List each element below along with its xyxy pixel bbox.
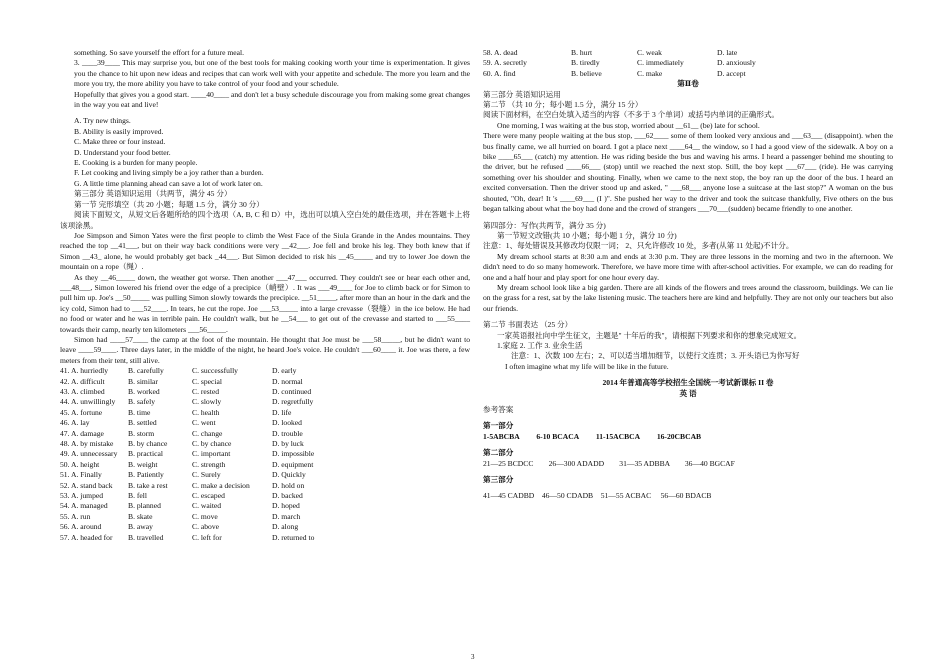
option-item: A. Try new things. — [74, 116, 131, 126]
choice-option: C. health — [192, 407, 220, 417]
choice-option: B. settled — [128, 418, 157, 428]
seven-choice-options — [60, 116, 470, 189]
part4-title: 第四部分：写作(共两节，满分 35 分) — [483, 220, 606, 230]
choice-row — [60, 522, 470, 532]
option-item: D. Understand your food better. — [74, 147, 171, 157]
choice-option: C. by chance — [192, 439, 232, 449]
answer-part3-title: 第三部分 — [483, 475, 514, 485]
cloze-paragraph-3: Simon had ____57____ the camp at the foot of the mountain. He thought that Joe must be ___58_____, but he didn't want to leave ____59____. Three days later, in the middle of the night, he heard Joe's voice. He couldn't ___60____ it. Joe was there, a few meters from their tent, still alive. — [60, 334, 470, 365]
section1-instructions: 阅读下面短文，从短文后各题所给的四个选项（A, B, C 和 D）中，选出可以填入空白处的最佳选项，并在答题卡上将该项涂黑。 — [60, 210, 470, 230]
volume-2-title: 第Ⅱ卷 — [677, 79, 699, 89]
choice-option: 41. A. hurriedly — [60, 366, 109, 376]
choice-row — [483, 69, 893, 79]
choice-option: 58. A. dead — [483, 48, 518, 57]
choice-option: 51. A. Finally — [60, 470, 102, 480]
choice-option: D. equipment — [272, 459, 314, 469]
choice-option: 55. A. run — [60, 511, 91, 521]
cloze-paragraph-2: As they __46_____ down, the weather got worse. Then another ___47___ occurred. They couldn't see or hear each other and, ___48___, Simon lowered his friend over the edge of a precipice（峭壁）. It was ___49____ for Joe to climb back or for Simon to pull him up. Joe's __50_____ was pulling Simon slowly towards the precipice. __51_____, after more than an hour in the dark and the icy cold, Simon had to ___52____. In tears, he cut the rope. Joe ___53_____ into a large crevasse（裂缝）in the ice below. He had no food or water and he was in terrible pain. He couldn't walk, but he __54___ to get out of the crevasse and started to ___55____ towards their camp, nearly ten kilometers ___56_____. — [60, 272, 470, 334]
choice-option: C. successfully — [192, 366, 238, 376]
error-correction-note: 注意：1、每处错误及其修改均仅限一词； 2、只允许修改 10 处，多者(从第 11 处起)不计分。 — [483, 241, 794, 251]
choice-row — [60, 418, 470, 428]
writing-opening-line: I often imagine what my life will be like in the future. — [505, 361, 669, 371]
choice-option: 59. A. secretly — [483, 58, 527, 68]
section1-title: 第一节 完形填空（共 20 小题；每题 1.5 分，满分 30 分） — [74, 199, 264, 209]
choice-option: D. along — [272, 522, 299, 532]
choice-option: B. practical — [128, 449, 163, 459]
answer-key-label: 参考答案 — [483, 405, 514, 414]
choice-option: C. change — [192, 428, 223, 438]
choice-row — [60, 470, 470, 480]
choice-option: C. immediately — [637, 58, 684, 68]
cloze-paragraph-1: Joe Simpson and Simon Yates were the first people to climb the West Face of the Siula Grande in the Andes mountains. They reached the top __41___, but on their way back conditions were very __42___. Joe fell and broke his leg. They both knew that if Simon __43_ alone, he would probably get back _44___. But Simon decided to risk his __45_____ and try to lower Joe down the mountain on a rope（绳）. — [60, 230, 470, 272]
choice-option: B. storm — [128, 428, 155, 438]
choice-option: C. special — [192, 376, 222, 386]
choice-option: D. impossible — [272, 449, 315, 459]
choice-option: D. Quickly — [272, 470, 306, 480]
choice-option: 47. A. damage — [60, 428, 104, 438]
choice-option: C. went — [192, 418, 216, 428]
choice-row — [60, 481, 470, 491]
choice-row — [60, 460, 470, 470]
choice-option: 50. A. height — [60, 459, 100, 469]
choice-row — [60, 408, 470, 418]
choice-option: C. strength — [192, 459, 226, 469]
choice-row — [60, 512, 470, 522]
choice-option: D. looked — [272, 418, 302, 428]
cloze-choices — [60, 366, 470, 543]
choice-option: D. hold on — [272, 480, 305, 490]
choice-option: 52. A. stand back — [60, 480, 113, 490]
choice-row — [60, 377, 470, 387]
choice-option: B. fell — [128, 491, 147, 501]
choice-option: C. escaped — [192, 491, 225, 501]
choice-row — [60, 491, 470, 501]
choice-option: C. waited — [192, 501, 222, 511]
choice-option: 42. A. difficult — [60, 376, 105, 386]
writing-instructions: 一家英语报社向中学生征文，主题是" 十年后的我"，请根据下列要求和你的想象完成短文。 — [497, 330, 802, 340]
choice-option: C. slowly — [192, 397, 222, 407]
page-number: 3 — [471, 653, 475, 661]
choice-row — [60, 449, 470, 459]
choice-option: B. worked — [128, 387, 160, 396]
choice-option: D. trouble — [272, 428, 303, 438]
choice-option: C. above — [192, 522, 219, 532]
choice-option: C. weak — [637, 48, 662, 57]
choice-option: B. similar — [128, 376, 158, 386]
option-item: C. Make three or four instead. — [74, 137, 166, 147]
choice-row — [60, 366, 470, 376]
left-column — [60, 48, 470, 543]
passage-item-3: 3. ____39____ This may surprise you, but one of the best tools for making cooking worth your time is experimentation. It gives you the chance to hit upon new ideas and recipes that can work well with your appetite and schedule. The more you learn and the more you try, the more ability you have to take control of your food and your schedule. — [74, 58, 470, 89]
answer-part1-title: 第一部分 — [483, 421, 514, 431]
choice-option: B. safely — [128, 397, 155, 407]
option-item: E. Cooking is a burden for many people. — [74, 158, 198, 168]
choice-option: D. march — [272, 511, 301, 521]
choice-option: D. continued — [272, 387, 312, 396]
choice-option: B. tiredly — [571, 58, 600, 68]
choice-row — [60, 533, 470, 543]
gap-fill-paragraph-1: One morning, I was waiting at the bus stop, worried about __61__ (be) late for school. — [497, 120, 760, 130]
gap-fill-paragraph-2: There were many people waiting at the bus stop, ___62____ some of them looked very anxious and ___63___ (disappoint). when the bus finally came, we all hurried on board. I got a place next ____64__ the window, so I had a good view of the sidewalk. A boy on a bike ____65___ (catch) my attention. He was riding beside the bus and waving his arms. I heard a passenger behind me shouting to the driver, but he refused ____66___ (stop) until we reached the next stop. Still, the boy kept ___67___ (ride). He was carrying something over his shoulder and shouting. Finally, when we came to the next stop, the boy ran up the door of the bus. I heard an excited conversation. Then the driver stood up and asked, " ___68___ anyone lose a suitcase at the last stop?" A woman on the bus shouted, "Oh, dear! It 's ____69___ (I )". She pushed her way to the driver and took the suitcase thankfully, Five others on the bus began talking about what the boy had done and the crowd of strangers ___70___(sudden) became friendly to one another. — [483, 131, 893, 214]
choice-option: B. travelled — [128, 532, 164, 542]
cloze-choices-continued — [483, 48, 893, 79]
part3-title: 第三部分 英语知识运用 — [483, 89, 561, 99]
choice-option: D. hoped — [272, 501, 300, 511]
choice-option: C. important — [192, 449, 231, 459]
choice-row — [60, 387, 470, 397]
writing-title: 第二节 书面表达 （25 分） — [483, 320, 573, 330]
writing-items: 1.家庭 2. 工作 3. 业余生活 — [497, 340, 583, 350]
choice-option: B. weight — [128, 459, 158, 469]
choice-option: 46. A. lay — [60, 418, 90, 428]
choice-option: 48. A. by mistake — [60, 439, 114, 449]
choice-option: D. returned to — [272, 532, 315, 542]
choice-option: B. away — [128, 522, 153, 532]
choice-row — [60, 501, 470, 511]
choice-option: D. regretfully — [272, 397, 314, 407]
choice-option: D. backed — [272, 491, 303, 501]
right-column — [483, 48, 893, 502]
choice-option: D. early — [272, 366, 297, 376]
choice-option: 45. A. fortune — [60, 407, 103, 417]
choice-row — [483, 48, 893, 58]
exam-subject: 英 语 — [679, 388, 697, 398]
choice-option: D. life — [272, 407, 292, 417]
choice-option: B. skate — [128, 511, 153, 521]
choice-option: B. time — [128, 407, 151, 417]
choice-option: 49. A. unnecessary — [60, 449, 118, 459]
choice-option: 43. A. climbed — [60, 387, 105, 396]
choice-row — [60, 397, 470, 407]
correction-paragraph-1: My dream school starts at 8:30 a.m and ends at 3:30 p.m. They are three lessons in the morning and two in the afternoon. We didn't need to do so many homework. Therefore, we have more time with after-school activities. For example, we can do reading for one and a half hour and play sport for one hour every day. — [483, 251, 893, 282]
passage-conclusion: Hopefully that gives you a good start. ____40____ and don't let a busy schedule discourage you from making some great changes in the way you eat and live! — [74, 89, 470, 110]
choice-option: B. carefully — [128, 366, 164, 376]
answer-part2: 21—25 BCDCC 26—300 ADADD 31—35 ADBBA 36—40 BGCAF — [483, 458, 735, 468]
choice-option: B. by chance — [128, 439, 168, 449]
section2-title: 第二节 （共 10 分；每小题 1.5 分，满分 15 分） — [483, 100, 643, 110]
option-item: B. Ability is easily improved. — [74, 126, 164, 136]
choice-option: D. by luck — [272, 439, 304, 449]
answer-part1: 1-5ABCBA 6-10 BCACA 11-15ACBCA 16-20CBCAB — [483, 431, 702, 441]
choice-option: C. left for — [192, 532, 222, 542]
error-correction-title: 第一节短文改错(共 10 小题；每小题 1 分，满分 10 分) — [497, 230, 677, 240]
option-item: G. A little time planning ahead can save a lot of work later on. — [74, 178, 263, 188]
exam-title: 2014 年普通高等学校招生全国统一考试新课标 II 卷 — [602, 378, 774, 388]
choice-option: 54. A. managed — [60, 501, 108, 511]
choice-option: B. take a rest — [128, 480, 168, 490]
choice-row — [60, 439, 470, 449]
choice-option: C. rested — [192, 387, 219, 396]
choice-option: C. Surely — [192, 470, 221, 480]
correction-paragraph-2: My dream school look like a big garden. There are all kinds of the flowers and trees around the classroom, buildings. We can lie on the grass for a rest, sat by the lake listening music. The teachers here are kind and helpfully. They are not only our teachers but also our friends. — [483, 282, 893, 313]
choice-option: 57. A. headed for — [60, 532, 113, 542]
writing-note: 注意：1、次数 100 左右；2、可以适当增加细节，以使行文连贯；3. 开头语已为你写好 — [511, 351, 800, 361]
choice-option: B. believe — [571, 68, 602, 78]
choice-option: D. accept — [717, 68, 746, 78]
choice-option: C. make a decision — [192, 480, 250, 490]
choice-option: B. Patiently — [128, 470, 164, 480]
section2-instructions: 阅读下面材料，在空白处填入适当的内容（不多于 3 个单词）或括号内单词的正确形式。 — [483, 110, 780, 120]
answer-part2-title: 第二部分 — [483, 448, 514, 458]
choice-option: D. late — [717, 48, 738, 57]
continued-text: something. So save yourself the effort for a future meal. — [74, 48, 245, 57]
choice-option: D. normal — [272, 376, 303, 386]
choice-option: 53. A. jumped — [60, 491, 104, 501]
part3-title: 第三部分 英语知识运用（共两节，满分 45 分） — [74, 189, 232, 199]
choice-option: 56. A. around — [60, 522, 102, 532]
option-item: F. Let cooking and living simply be a joy rather than a burden. — [74, 168, 264, 178]
answer-part3: 41—45 CADBD 46—50 CDADB 51—55 ACBAC 56—60 BDACB — [483, 491, 712, 501]
choice-option: 60. A. find — [483, 68, 516, 78]
choice-option: D. anxiously — [717, 58, 756, 68]
choice-row — [60, 429, 470, 439]
choice-option: C. make — [637, 68, 663, 78]
choice-option: B. planned — [128, 501, 161, 511]
choice-option: B. hurt — [571, 48, 593, 57]
choice-option: C. move — [192, 511, 218, 521]
choice-row — [483, 58, 893, 68]
choice-option: 44. A. unwillingly — [60, 397, 116, 407]
